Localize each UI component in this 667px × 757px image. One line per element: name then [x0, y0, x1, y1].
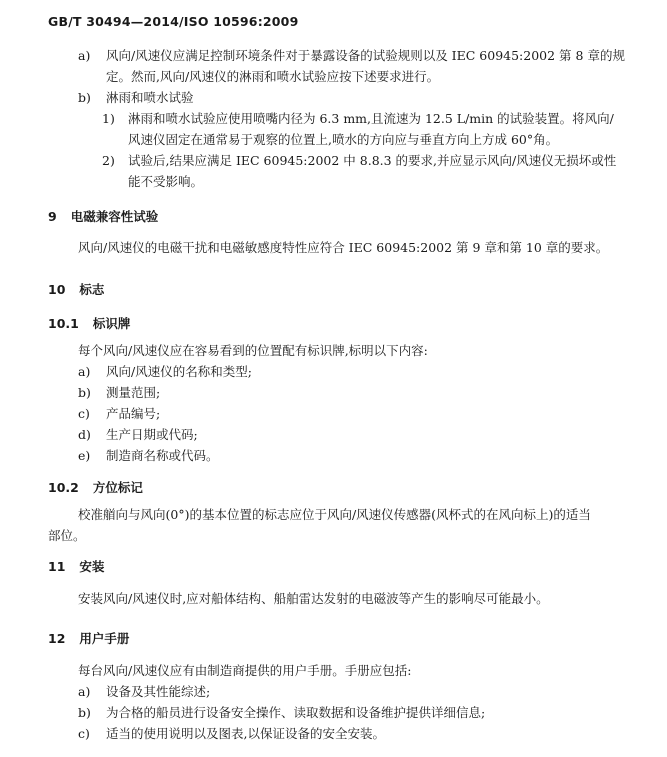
section-10-heading	[48, 280, 104, 298]
section-number: 12	[48, 631, 66, 646]
sub-item-1	[102, 111, 614, 127]
sub-item-text: 试验后,结果应满足 IEC 60945:2002 中 8.8.3 的要求,并应显示风向/风速仪无损坏或性	[128, 153, 617, 168]
list-marker: d)	[78, 427, 91, 442]
section-12-heading	[48, 629, 129, 647]
sub-item-2	[102, 153, 616, 169]
list-item-text: 淋雨和喷水试验	[106, 90, 194, 105]
list-item	[78, 364, 252, 380]
section-number: 10.1	[48, 316, 79, 331]
list-marker: b)	[78, 90, 91, 105]
section-10-2-heading	[48, 478, 143, 496]
section-number: 10	[48, 282, 66, 297]
list-item-text: 为合格的船员进行设备安全操作、读取数据和设备维护提供详细信息;	[106, 705, 486, 720]
section-title: 方位标记	[92, 480, 143, 495]
section-title: 安装	[79, 559, 105, 574]
list-marker: e)	[78, 448, 91, 463]
section-number: 11	[48, 559, 66, 574]
document-header: GB/T 30494—2014/ISO 10596:2009	[48, 14, 299, 29]
list-item-a	[78, 48, 625, 64]
section-title: 标识牌	[92, 316, 131, 331]
list-item-text: 测量范围;	[106, 385, 161, 400]
section-number: 9	[48, 209, 57, 224]
list-item	[78, 726, 385, 742]
section-title: 标志	[79, 282, 105, 297]
list-marker: a)	[78, 364, 91, 379]
list-item-text: 制造商名称或代码。	[106, 448, 219, 463]
list-item-text: 设备及其性能综述;	[106, 684, 211, 699]
list-item	[78, 427, 198, 443]
list-marker: c)	[78, 726, 90, 741]
list-item-text: 风向/风速仪的名称和类型;	[106, 364, 252, 379]
list-marker: a)	[78, 684, 91, 699]
list-item	[78, 385, 160, 401]
list-item-text: 风向/风速仪应满足控制环境条件对于暴露设备的试验规则以及 IEC 60945:2002 第 8 章的规	[106, 48, 625, 63]
section-11-body: 安装风向/风速仪时,应对船体结构、船舶雷达发射的电磁波等产生的影响尽可能最小。	[78, 591, 549, 606]
section-9-heading	[48, 207, 158, 225]
list-item-text: 适当的使用说明以及图表,以保证设备的安全安装。	[106, 726, 385, 741]
section-number: 10.2	[48, 480, 79, 495]
list-item	[78, 684, 210, 700]
list-item	[78, 406, 160, 422]
section-10-1-intro: 每个风向/风速仪应在容易看到的位置配有标识牌,标明以下内容:	[78, 343, 428, 358]
section-10-1-heading	[48, 314, 130, 332]
list-item-a-continuation: 定。然而,风向/风速仪的淋雨和喷水试验应按下述要求进行。	[106, 69, 440, 84]
sub-item-1-continuation: 风速仪固定在通常易于观察的位置上,喷水的方向应与垂直方向上方成 60°角。	[128, 132, 559, 147]
sub-item-text: 淋雨和喷水试验应使用喷嘴内径为 6.3 mm,且流速为 12.5 L/min 的试验装置。将风向/	[128, 111, 614, 126]
sub-item-2-continuation: 能不受影响。	[128, 174, 204, 189]
list-item-b	[78, 90, 194, 106]
list-item	[78, 705, 485, 721]
section-12-intro: 每台风向/风速仪应有由制造商提供的用户手册。手册应包括:	[78, 663, 412, 678]
list-item-text: 产品编号;	[106, 406, 161, 421]
list-item-text: 生产日期或代码;	[106, 427, 198, 442]
list-marker: b)	[78, 705, 91, 720]
section-9-body: 风向/风速仪的电磁干扰和电磁敏感度特性应符合 IEC 60945:2002 第 9 章和第 10 章的要求。	[78, 240, 609, 255]
section-title: 电磁兼容性试验	[70, 209, 159, 224]
sub-marker: 2)	[102, 153, 115, 168]
section-11-heading	[48, 557, 104, 575]
list-marker: b)	[78, 385, 91, 400]
list-marker: c)	[78, 406, 90, 421]
section-title: 用户手册	[79, 631, 130, 646]
sub-marker: 1)	[102, 111, 115, 126]
list-item	[78, 448, 219, 464]
list-marker: a)	[78, 48, 91, 63]
section-10-2-body-continuation: 部位。	[48, 528, 86, 543]
section-10-2-body: 校准艏向与风向(0°)的基本位置的标志应位于风向/风速仪传感器(风杯式的在风向标上)的适当	[78, 507, 591, 522]
